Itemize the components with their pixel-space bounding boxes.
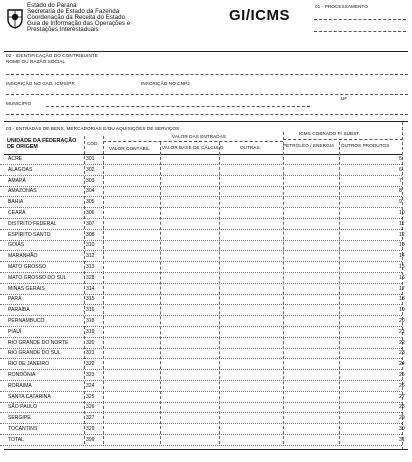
col-header-outras: OUTRAS — [240, 145, 260, 150]
row-cod: 316 — [86, 307, 95, 314]
row-number: 13 — [399, 242, 405, 249]
row-cod: 303 — [86, 177, 95, 184]
row-number: 17 — [399, 285, 405, 292]
form-title: GI/ICMS — [229, 7, 291, 24]
row-uf: PERNAMBUCO — [8, 318, 45, 324]
row-uf: RONDÔNIA — [8, 372, 36, 378]
row-number: 14 — [399, 253, 405, 260]
row-number: 11 — [399, 220, 405, 227]
row-number: 25 — [399, 372, 405, 378]
table-row — [0, 209, 412, 219]
table-row — [0, 166, 412, 176]
row-number: 24 — [399, 361, 405, 368]
row-uf: RIO DE JANEIRO — [8, 361, 50, 368]
org-line: Guia de Informação das Operações e — [27, 20, 131, 27]
col-header-cod: CÓD. — [87, 141, 99, 146]
row-uf: SANTA CATARINA — [8, 393, 51, 400]
org-line: Coordenação da Receita do Estado — [27, 14, 126, 21]
table-row — [0, 414, 412, 424]
row-uf: MARANHÃO — [8, 253, 38, 260]
row-uf: SÃO PAULO — [8, 404, 38, 411]
table-row — [0, 393, 412, 403]
row-cod: 320 — [86, 339, 95, 346]
row-number: 22 — [399, 339, 405, 346]
col-header-outros: OUTROS PRODUTOS — [341, 143, 390, 148]
table-row — [0, 371, 412, 381]
row-uf: MATO GROSSO — [8, 264, 47, 270]
table-row — [0, 436, 412, 446]
row-uf: TOTAL — [8, 436, 24, 443]
row-uf: RIO GRANDE DO NORTE — [8, 339, 69, 346]
row-cod: 310 — [86, 242, 95, 249]
table-row — [0, 285, 412, 295]
org-line: Estado do Paraná — [27, 2, 77, 9]
row-cod: 399 — [86, 436, 95, 443]
row-number: 16 — [399, 274, 405, 281]
row-cod: 328 — [86, 274, 95, 281]
row-cod: 308 — [86, 231, 95, 238]
row-cod: 329 — [86, 426, 95, 432]
row-uf: MATO GROSSO DO SUL — [8, 274, 67, 281]
row-uf: CEARÁ — [8, 210, 26, 216]
table-row — [0, 317, 412, 327]
row-uf: AMAPÁ — [8, 177, 26, 184]
col-header-base: VALOR BASE DE CÁLCULO — [162, 145, 224, 150]
row-uf: ESPÍRITO SANTO — [8, 231, 51, 238]
table-row — [0, 263, 412, 273]
row-uf: TOCANTINS — [8, 426, 38, 432]
row-cod: 306 — [86, 210, 95, 216]
col-header-petroleo: PETRÓLEO / ENERGIA — [283, 143, 335, 148]
row-number: 19 — [399, 307, 405, 314]
table-row — [0, 187, 412, 197]
row-uf: GOIÁS — [8, 242, 25, 249]
row-number: 20 — [399, 318, 405, 324]
inscricao-field[interactable] — [6, 94, 408, 95]
table-row — [0, 177, 412, 187]
col-header-contabil: VALOR CONTÁBIL — [109, 146, 150, 151]
org-line: Prestações Interestaduais — [27, 26, 99, 33]
row-uf: ALAGOAS — [8, 166, 33, 173]
row-cod: 315 — [86, 296, 95, 303]
row-number: 18 — [399, 296, 405, 303]
nome-label: NOME OU RAZÃO SOCIAL — [6, 59, 66, 64]
row-number: 29 — [399, 415, 405, 422]
row-cod: 304 — [86, 188, 95, 195]
row-number: 30 — [399, 426, 405, 432]
table-row — [0, 198, 412, 208]
row-cod: 325 — [86, 393, 95, 400]
table-row — [0, 360, 412, 370]
table-row — [0, 220, 412, 230]
table-row — [0, 403, 412, 413]
table-row — [0, 339, 412, 349]
municipio-label: MUNICÍPIO — [6, 101, 32, 106]
row-cod: 313 — [86, 264, 95, 270]
table-row — [0, 295, 412, 305]
row-cod: 312 — [86, 253, 95, 260]
row-uf: ACRE — [8, 156, 23, 162]
cnpj-label: INSCRIÇÃO NO CNPJ — [141, 81, 190, 86]
row-cod: 302 — [86, 166, 95, 173]
uf-label: UF — [341, 96, 348, 101]
col-header-uf: UNIDADE DA FEDERAÇÃO DE ORIGEM — [7, 138, 77, 150]
table-row — [0, 306, 412, 316]
row-number: 28 — [399, 404, 405, 411]
row-number: 10 — [399, 210, 405, 216]
row-cod: 326 — [86, 404, 95, 411]
row-cod: 321 — [86, 350, 95, 357]
col-header-group: VALOR DAS ENTRADAS — [172, 134, 227, 139]
row-uf: MINAS GERAIS — [8, 285, 45, 292]
row-cod: 314 — [86, 285, 95, 292]
table-row — [0, 241, 412, 251]
row-uf: AMAZONAS — [8, 188, 37, 195]
row-uf: DISTRITO FEDERAL — [8, 220, 57, 227]
inscricao-label: INSCRIÇÃO NO CAD. ICMS/PR — [6, 81, 75, 86]
row-uf: PARÁ — [8, 296, 22, 303]
table-row — [0, 231, 412, 241]
row-number: 9 — [399, 199, 402, 206]
section-02-title: 02 - IDENTIFICAÇÃO DO CONTRIBUINTE — [6, 53, 98, 58]
row-number: 27 — [399, 393, 405, 400]
row-number: 26 — [399, 382, 405, 389]
section-03-title: 03 - ENTRADAS DE BENS, MERCADORIAS E/OU AQUISIÇÕES DE SERVIÇOS — [6, 126, 180, 131]
row-uf: BAHIA — [8, 199, 24, 206]
row-number: 7 — [399, 177, 402, 184]
row-uf: PIAUÍ — [8, 328, 22, 335]
table-row — [0, 349, 412, 359]
municipio-field[interactable] — [46, 106, 310, 107]
row-uf: PARAÍBA — [8, 307, 30, 314]
table-row — [0, 328, 412, 338]
coat-of-arms-icon — [6, 7, 24, 29]
row-number: 6 — [399, 166, 402, 173]
row-cod: 322 — [86, 361, 95, 368]
row-cod: 301 — [86, 156, 95, 162]
row-cod: 305 — [86, 199, 95, 206]
row-number: 12 — [399, 231, 405, 238]
col-header-st-group: ICMS COBRADO P/ SUBST. — [299, 131, 361, 136]
row-cod: 324 — [86, 382, 95, 389]
nome-field[interactable] — [6, 74, 408, 75]
processing-label: 01 - PROCESSAMENTO — [315, 4, 369, 9]
row-cod: 323 — [86, 372, 95, 378]
row-uf: RIO GRANDE DO SUL — [8, 350, 61, 357]
table-row — [0, 252, 412, 262]
table-row — [0, 425, 412, 435]
row-cod: 318 — [86, 318, 95, 324]
org-line: Secretaria de Estado da Fazenda — [27, 8, 120, 15]
table-row — [0, 155, 412, 165]
table-row — [0, 274, 412, 284]
row-number: 31 — [399, 436, 405, 443]
row-number: 8 — [399, 188, 402, 195]
row-number: 15 — [399, 264, 405, 270]
row-cod: 307 — [86, 220, 95, 227]
row-number: 23 — [399, 350, 405, 357]
row-number: 21 — [399, 328, 405, 335]
row-uf: SERGIPE — [8, 415, 31, 422]
row-uf: RORAIMA — [8, 382, 32, 389]
table-row — [0, 382, 412, 392]
row-number: 5 — [399, 156, 402, 162]
row-cod: 319 — [86, 328, 95, 335]
row-cod: 327 — [86, 415, 95, 422]
